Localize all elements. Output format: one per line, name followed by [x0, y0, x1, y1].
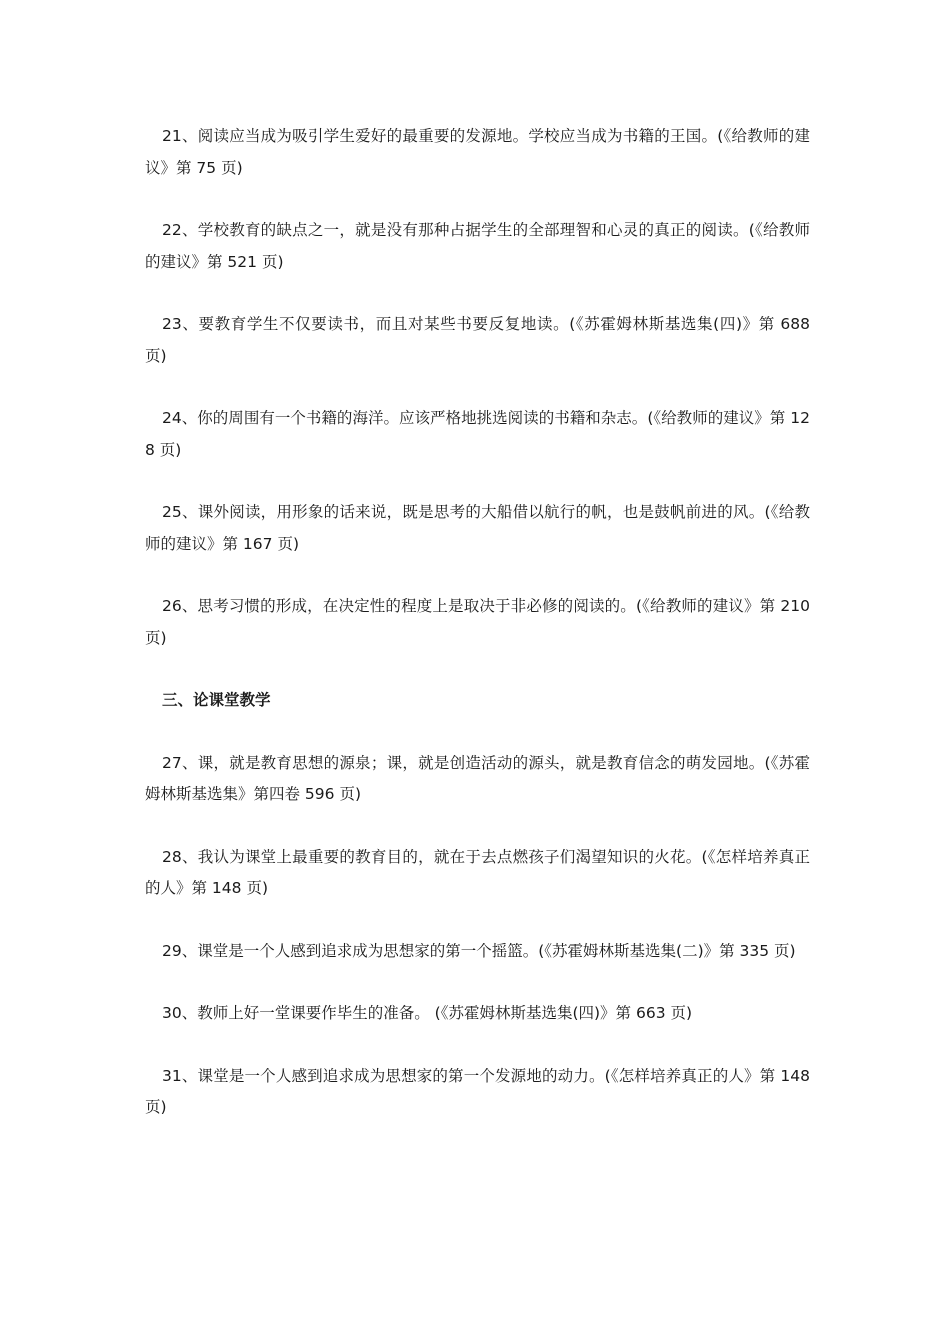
document-page: [145, 121, 810, 1155]
quote-29: 29、课堂是一个人感到追求成为思想家的第一个摇篮。(《苏霍姆林斯基选集(二)》第 335 页): [162, 941, 796, 960]
quote-28: 28、我认为课堂上最重要的教育目的，就在于去点燃孩子们渴望知识的火花。(《怎样培养真正的人》第 148 页): [145, 847, 810, 897]
quote-24: 24、你的周围有一个书籍的海洋。应该严格地挑选阅读的书籍和杂志。(《给教师的建议》第 128 页): [145, 409, 810, 459]
quote-31: 31、课堂是一个人感到追求成为思想家的第一个发源地的动力。(《怎样培养真正的人》第 148 页): [145, 1066, 810, 1116]
quote-26: 26、思考习惯的形成，在决定性的程度上是取决于非必修的阅读的。(《给教师的建议》第 210 页): [145, 597, 810, 647]
quote-25: 25、课外阅读，用形象的话来说，既是思考的大船借以航行的帆，也是鼓帆前进的风。(《给教师的建议》第 167 页): [145, 503, 810, 553]
section-heading: 三、论课堂教学: [162, 691, 271, 709]
quote-23: 23、要教育学生不仅要读书，而且对某些书要反复地读。(《苏霍姆林斯基选集(四)》第 688 页): [145, 315, 810, 365]
quote-30: 30、教师上好一堂课要作毕生的准备。 (《苏霍姆林斯基选集(四)》第 663 页): [162, 1004, 693, 1022]
quote-22: 22、学校教育的缺点之一，就是没有那种占据学生的全部理智和心灵的真正的阅读。(《给教师的建议》第 521 页): [145, 221, 810, 271]
quote-27: 27、课，就是教育思想的源泉；课，就是创造活动的源头，就是教育信念的萌发园地。(《苏霍姆林斯基选集》第四卷 596 页): [145, 753, 810, 803]
quote-21: 21、阅读应当成为吸引学生爱好的最重要的发源地。学校应当成为书籍的王国。(《给教师的建议》第 75 页): [145, 127, 810, 177]
